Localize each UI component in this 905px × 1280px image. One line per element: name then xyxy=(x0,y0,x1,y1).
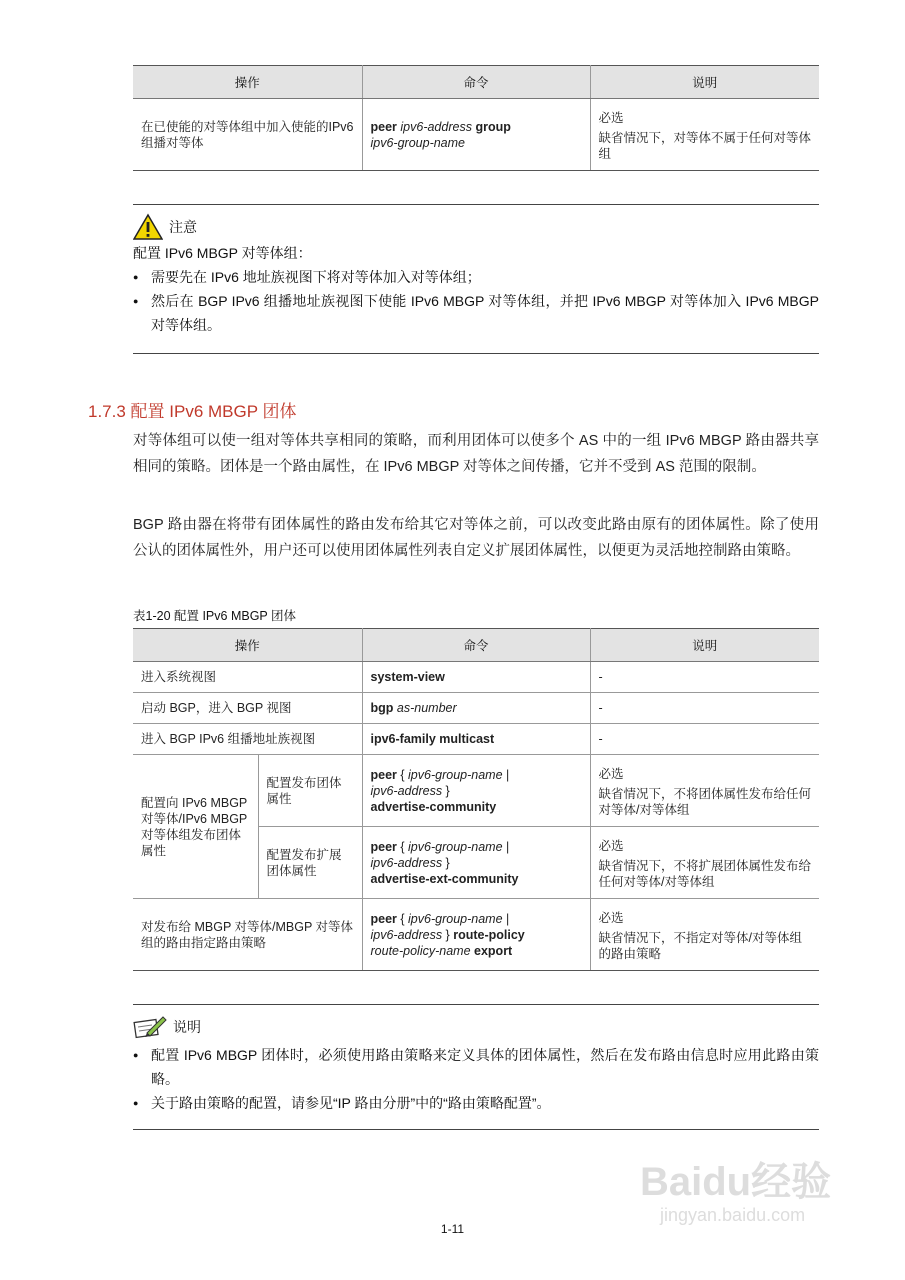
caution-box xyxy=(133,204,819,354)
table-row-cmd: peer { ipv6-group-name | ipv6-address } advertise-ext-community xyxy=(362,827,590,899)
paragraph-2: BGP 路由器在将带有团体属性的路由发布给其它对等体之前，可以改变此路由原有的团体属性。除了使用公认的团体属性外，用户还可以使用团体属性列表自定义扩展团体属性，以便更为灵活地控制路由策略。 xyxy=(133,517,819,559)
table-row-note: - xyxy=(590,693,819,724)
caution-title: 注意 xyxy=(169,219,197,235)
watermark-logo: Baidu经验 xyxy=(640,1160,832,1204)
table-row-note: - xyxy=(590,662,819,693)
table-row-note: 必选 缺省情况下，不将团体属性发布给任何对等体/对等体组 xyxy=(590,755,819,827)
note-item: ● 关于路由策略的配置，请参见“IP 路由分册”中的“路由策略配置”。 xyxy=(133,1091,819,1115)
header-operation: 操作 xyxy=(133,629,362,662)
note-box xyxy=(133,1004,819,1130)
table-row-cmd: bgp as-number xyxy=(362,693,590,724)
caution-intro: 配置 IPv6 MBGP 对等体组： xyxy=(133,245,312,261)
note-title: 说明 xyxy=(173,1019,201,1035)
table-row-note: 必选 缺省情况下，不将扩展团体属性发布给任何对等体/对等体组 xyxy=(590,827,819,899)
table-row-op: 配置发布扩展团体属性 xyxy=(258,827,362,899)
table-row-cmd: peer { ipv6-group-name | ipv6-address } route-policy route-policy-name export xyxy=(362,899,590,971)
command-cell: peer ipv6-address group ipv6-group-name xyxy=(362,99,590,171)
page-number: 1-11 xyxy=(440,1222,465,1236)
note-item: ● 配置 IPv6 MBGP 团体时，必须使用路由策略来定义具体的团体属性，然后在发布路由信息时应用此路由策略。 xyxy=(133,1043,819,1091)
table-row-op: 启动 BGP，进入 BGP 视图 xyxy=(133,693,362,724)
section-heading: 1.7.3 配置 IPv6 MBGP 团体 xyxy=(88,402,297,421)
table-row-note: 必选 缺省情况下，不指定对等体/对等体组的路由策略 xyxy=(590,899,819,971)
header-command: 命令 xyxy=(362,66,590,99)
table-row-cmd: peer { ipv6-group-name | ipv6-address } advertise-community xyxy=(362,755,590,827)
paragraph-1: 对等体组可以使一组对等体共享相同的策略，而利用团体可以使多个 AS 中的一组 IPv6 MBGP 路由器共享相同的策略。团体是一个路由属性，在 IPv6 MBGP 对等体之间传播，它并不受到 AS 范围的限制。 xyxy=(133,433,819,475)
table-caption: 表1-20 配置 IPv6 MBGP 团体 xyxy=(133,609,297,623)
header-description: 说明 xyxy=(590,66,819,99)
caution-item: ● 然后在 BGP IPv6 组播地址族视图下使能 IPv6 MBGP 对等体组，并把 IPv6 MBGP 对等体加入 IPv6 MBGP 对等体组。 xyxy=(133,289,819,337)
table-row-op-group: 配置向 IPv6 MBGP 对等体/IPv6 MBGP 对等体组发布团体属性 xyxy=(133,755,258,899)
table-row-cmd: ipv6-family multicast xyxy=(362,724,590,755)
operation-cell: 在已使能的对等体组中加入使能的IPv6组播对等体 xyxy=(133,99,362,171)
table-row-cmd: system-view xyxy=(362,662,590,693)
table-row-op: 配置发布团体属性 xyxy=(258,755,362,827)
table-row-op: 对发布给 MBGP 对等体/MBGP 对等体组的路由指定路由策略 xyxy=(133,899,362,971)
header-operation: 操作 xyxy=(133,66,362,99)
description-cell: 必选 缺省情况下，对等体不属于任何对等体组 xyxy=(590,99,819,171)
table-row-op: 进入 BGP IPv6 组播地址族视图 xyxy=(133,724,362,755)
table-row-op: 进入系统视图 xyxy=(133,662,362,693)
caution-item: ● 需要先在 IPv6 地址族视图下将对等体加入对等体组； xyxy=(133,265,819,289)
pencil-note-icon xyxy=(133,1015,167,1039)
header-description: 说明 xyxy=(590,629,819,662)
command-table-1 xyxy=(133,65,819,171)
header-command: 命令 xyxy=(362,629,590,662)
watermark-url: jingyan.baidu.com xyxy=(660,1205,806,1225)
command-table-2 xyxy=(133,628,819,971)
warning-icon xyxy=(133,213,163,241)
table-row-note: - xyxy=(590,724,819,755)
